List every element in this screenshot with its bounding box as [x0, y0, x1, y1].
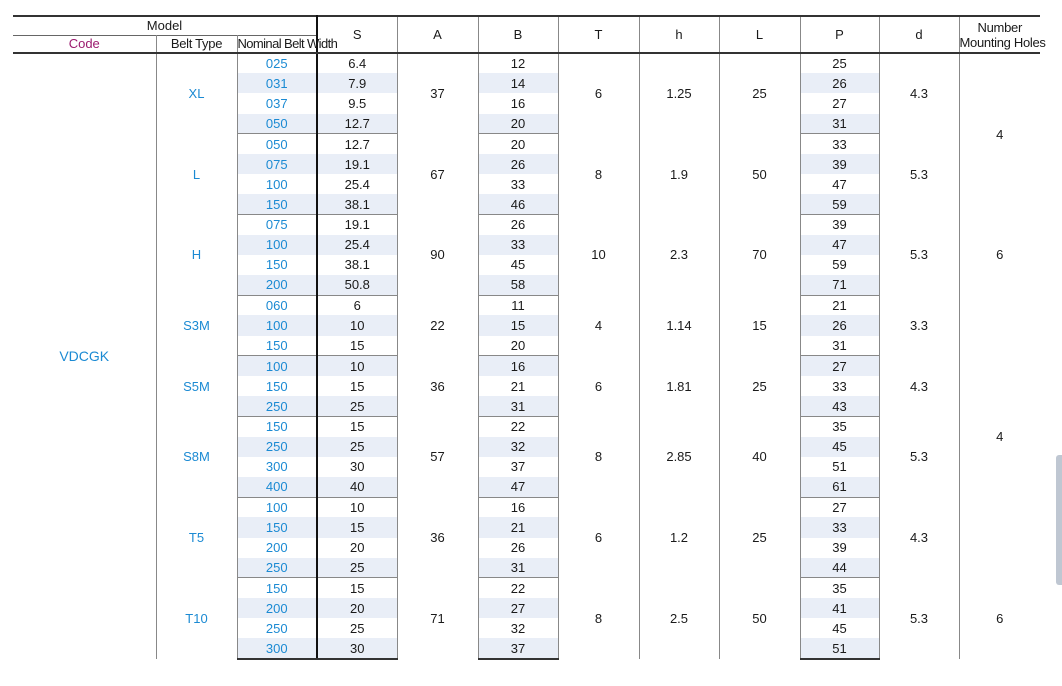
s-cell: 40	[317, 477, 397, 497]
l-cell: 70	[719, 215, 800, 296]
l-cell: 15	[719, 295, 800, 356]
p-cell: 51	[800, 638, 879, 658]
h-header: h	[639, 16, 719, 53]
nominal-width-cell: 031	[237, 73, 317, 93]
table-row	[13, 578, 1040, 598]
b-cell: 33	[478, 174, 558, 194]
p-cell: 35	[800, 416, 879, 436]
b-cell: 27	[478, 598, 558, 618]
p-cell: 43	[800, 396, 879, 416]
table-row	[13, 215, 1040, 235]
s-cell: 19.1	[317, 154, 397, 174]
nominal-width-cell: 100	[237, 356, 317, 376]
b-cell: 37	[478, 638, 558, 658]
h-cell: 1.9	[639, 134, 719, 215]
nominal-width-cell: 100	[237, 235, 317, 255]
b-cell: 45	[478, 255, 558, 275]
d-cell: 4.3	[879, 497, 959, 578]
p-cell: 33	[800, 376, 879, 396]
p-cell: 27	[800, 93, 879, 113]
p-cell: 26	[800, 73, 879, 93]
b-cell: 26	[478, 538, 558, 558]
s-cell: 6	[317, 295, 397, 315]
nominal-width-cell: 250	[237, 618, 317, 638]
nominal-width-cell: 100	[237, 174, 317, 194]
nominal-width-cell: 150	[237, 416, 317, 436]
p-cell: 31	[800, 336, 879, 356]
b-cell: 32	[478, 618, 558, 638]
p-cell: 25	[800, 53, 879, 73]
b-cell: 21	[478, 517, 558, 537]
a-cell: 67	[397, 134, 478, 215]
s-cell: 30	[317, 457, 397, 477]
d-cell: 5.3	[879, 416, 959, 497]
nominal-width-cell: 075	[237, 154, 317, 174]
b-cell: 20	[478, 336, 558, 356]
d-cell: 5.3	[879, 215, 959, 296]
a-cell: 57	[397, 416, 478, 497]
l-cell: 50	[719, 578, 800, 659]
b-cell: 20	[478, 134, 558, 154]
b-cell: 11	[478, 295, 558, 315]
l-cell: 40	[719, 416, 800, 497]
s-cell: 15	[317, 336, 397, 356]
s-cell: 20	[317, 598, 397, 618]
p-cell: 33	[800, 134, 879, 154]
d-header: d	[879, 16, 959, 53]
b-cell: 22	[478, 416, 558, 436]
nominal-width-cell: 100	[237, 315, 317, 335]
t-cell: 8	[558, 578, 639, 659]
s-cell: 10	[317, 356, 397, 376]
s-cell: 15	[317, 517, 397, 537]
p-cell: 27	[800, 356, 879, 376]
s-cell: 25	[317, 618, 397, 638]
a-cell: 90	[397, 215, 478, 296]
nominal-width-cell: 150	[237, 255, 317, 275]
b-cell: 26	[478, 215, 558, 235]
s-cell: 30	[317, 638, 397, 658]
table-row	[13, 356, 1040, 376]
p-cell: 21	[800, 295, 879, 315]
t-cell: 4	[558, 295, 639, 356]
p-cell: 59	[800, 255, 879, 275]
p-cell: 47	[800, 235, 879, 255]
b-cell: 16	[478, 497, 558, 517]
nominal-width-cell: 300	[237, 457, 317, 477]
p-cell: 26	[800, 315, 879, 335]
nominal-width-cell: 150	[237, 194, 317, 214]
s-cell: 25.4	[317, 235, 397, 255]
p-cell: 35	[800, 578, 879, 598]
b-cell: 58	[478, 275, 558, 295]
b-cell: 16	[478, 93, 558, 113]
p-cell: 45	[800, 437, 879, 457]
l-header: L	[719, 16, 800, 53]
nominal-width-cell: 200	[237, 598, 317, 618]
d-cell: 4.3	[879, 53, 959, 134]
p-cell: 33	[800, 517, 879, 537]
h-cell: 2.85	[639, 416, 719, 497]
a-cell: 36	[397, 497, 478, 578]
b-cell: 20	[478, 114, 558, 134]
b-cell: 21	[478, 376, 558, 396]
model-header: Model	[13, 16, 317, 35]
s-cell: 38.1	[317, 194, 397, 214]
b-cell: 31	[478, 396, 558, 416]
code-cell: VDCGK	[13, 53, 156, 659]
p-cell: 31	[800, 114, 879, 134]
nominal-width-cell: 060	[237, 295, 317, 315]
b-cell: 37	[478, 457, 558, 477]
table-row	[13, 295, 1040, 315]
s-cell: 19.1	[317, 215, 397, 235]
d-cell: 4.3	[879, 356, 959, 417]
l-cell: 50	[719, 134, 800, 215]
nominal-width-cell: 150	[237, 376, 317, 396]
nominal-width-cell: 037	[237, 93, 317, 113]
p-cell: 27	[800, 497, 879, 517]
h-cell: 2.5	[639, 578, 719, 659]
mounting-holes-header-line2: Mounting Holes	[959, 34, 1046, 50]
s-cell: 25	[317, 437, 397, 457]
belt-type-cell: S3M	[156, 295, 237, 356]
belt-type-cell: H	[156, 215, 237, 296]
a-cell: 37	[397, 53, 478, 134]
nominal-width-cell: 150	[237, 517, 317, 537]
s-cell: 25	[317, 558, 397, 578]
nominal-width-cell: 250	[237, 437, 317, 457]
belt-type-cell: T5	[156, 497, 237, 578]
s-cell: 15	[317, 416, 397, 436]
s-cell: 15	[317, 376, 397, 396]
p-cell: 45	[800, 618, 879, 638]
h-cell: 1.25	[639, 53, 719, 134]
b-cell: 33	[478, 235, 558, 255]
b-cell: 31	[478, 558, 558, 578]
nominal-width-cell: 025	[237, 53, 317, 73]
belt-type-cell: S5M	[156, 356, 237, 417]
t-cell: 6	[558, 356, 639, 417]
nominal-width-cell: 250	[237, 558, 317, 578]
mounting-holes-header	[959, 16, 1046, 53]
s-cell: 7.9	[317, 73, 397, 93]
s-header: S	[317, 16, 397, 53]
belt-type-cell: S8M	[156, 416, 237, 497]
nominal-width-cell: 050	[237, 114, 317, 134]
p-cell: 39	[800, 154, 879, 174]
l-cell: 25	[719, 53, 800, 134]
b-cell: 46	[478, 194, 558, 214]
b-header: B	[478, 16, 558, 53]
b-cell: 47	[478, 477, 558, 497]
belt-type-cell: XL	[156, 53, 237, 134]
s-cell: 38.1	[317, 255, 397, 275]
table-row	[13, 497, 1040, 517]
nominal-width-cell: 150	[237, 336, 317, 356]
s-cell: 10	[317, 315, 397, 335]
a-header: A	[397, 16, 478, 53]
p-cell: 59	[800, 194, 879, 214]
t-header: T	[558, 16, 639, 53]
nominal-width-cell: 075	[237, 215, 317, 235]
d-cell: 3.3	[879, 295, 959, 356]
a-cell: 36	[397, 356, 478, 417]
p-cell: 39	[800, 215, 879, 235]
l-cell: 25	[719, 356, 800, 417]
nominal-width-cell: 250	[237, 396, 317, 416]
t-cell: 8	[558, 416, 639, 497]
t-cell: 6	[558, 53, 639, 134]
t-cell: 8	[558, 134, 639, 215]
mounting-holes-cell: 4	[996, 126, 1004, 142]
mounting-holes-cell: 4	[996, 429, 1004, 445]
b-cell: 22	[478, 578, 558, 598]
s-cell: 20	[317, 538, 397, 558]
nominal-width-cell: 400	[237, 477, 317, 497]
table-body	[13, 53, 1040, 659]
nominal-width-cell: 050	[237, 134, 317, 154]
h-cell: 1.2	[639, 497, 719, 578]
b-cell: 16	[478, 356, 558, 376]
nominal-width-cell: 200	[237, 538, 317, 558]
p-cell: 39	[800, 538, 879, 558]
p-cell: 61	[800, 477, 879, 497]
belt-type-header: Belt Type	[156, 35, 237, 53]
nominal-width-cell: 100	[237, 497, 317, 517]
b-cell: 14	[478, 73, 558, 93]
s-cell: 12.7	[317, 114, 397, 134]
p-cell: 51	[800, 457, 879, 477]
b-cell: 26	[478, 154, 558, 174]
s-cell: 12.7	[317, 134, 397, 154]
mounting-holes-cell: 6	[996, 610, 1004, 626]
belt-type-cell: L	[156, 134, 237, 215]
specification-table	[13, 15, 1046, 660]
mounting-holes-header-line1: Number	[977, 19, 1022, 35]
h-cell: 1.14	[639, 295, 719, 356]
s-cell: 9.5	[317, 93, 397, 113]
nominal-width-cell: 200	[237, 275, 317, 295]
b-cell: 15	[478, 315, 558, 335]
table-row	[13, 134, 1040, 154]
p-cell: 44	[800, 558, 879, 578]
s-cell: 6.4	[317, 53, 397, 73]
a-cell: 71	[397, 578, 478, 659]
d-cell: 5.3	[879, 134, 959, 215]
nominal-width-cell: 300	[237, 638, 317, 658]
s-cell: 50.8	[317, 275, 397, 295]
d-cell: 5.3	[879, 578, 959, 659]
p-header: P	[800, 16, 879, 53]
s-cell: 25.4	[317, 174, 397, 194]
table-row	[13, 416, 1040, 436]
code-header: Code	[13, 35, 156, 53]
p-cell: 71	[800, 275, 879, 295]
s-cell: 15	[317, 578, 397, 598]
belt-type-cell: T10	[156, 578, 237, 659]
nominal-width-header: Nominal Belt Width	[237, 36, 338, 52]
a-cell: 22	[397, 295, 478, 356]
b-cell: 32	[478, 437, 558, 457]
h-cell: 2.3	[639, 215, 719, 296]
mounting-holes-cell: 6	[996, 247, 1004, 263]
l-cell: 25	[719, 497, 800, 578]
p-cell: 47	[800, 174, 879, 194]
table-row	[13, 53, 1040, 73]
h-cell: 1.81	[639, 356, 719, 417]
side-tab-marker	[1056, 455, 1062, 585]
t-cell: 6	[558, 497, 639, 578]
t-cell: 10	[558, 215, 639, 296]
b-cell: 12	[478, 53, 558, 73]
nominal-width-cell: 150	[237, 578, 317, 598]
s-cell: 25	[317, 396, 397, 416]
s-cell: 10	[317, 497, 397, 517]
p-cell: 41	[800, 598, 879, 618]
